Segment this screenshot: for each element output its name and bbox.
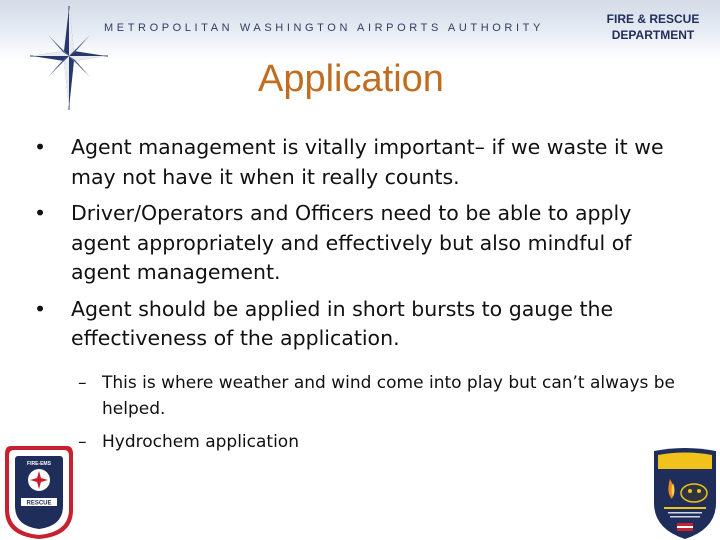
bullet-item [34, 133, 684, 192]
department-line-2: DEPARTMENT [611, 28, 695, 42]
slide-title: Application [258, 58, 444, 100]
bullet-dot: • [34, 296, 47, 321]
bullet-text: Agent should be applied in short bursts to gauge the effectiveness of the application. [71, 296, 614, 350]
bullet-text: Agent management is vitally important– if we waste it we may not have it when it really counts. [71, 135, 664, 189]
organization-name: METROPOLITAN WASHINGTON AIRPORTS AUTHORITY [104, 22, 544, 34]
sub-bullet-dash: – [78, 372, 87, 393]
sub-bullet-text: This is where weather and wind come into play but can’t always be helped. [102, 372, 676, 419]
department-name [590, 11, 716, 43]
safety-training-center-shield-icon [650, 445, 720, 540]
badge-rescue-text: RESCUE [26, 500, 52, 507]
badge-fire-ems-text: FIRE-EMS [27, 461, 51, 467]
sub-bullet-dash: – [78, 431, 87, 452]
bullet-dot: • [34, 135, 47, 159]
bullet-item [34, 295, 684, 354]
sub-bullet-text: Hydrochem application [102, 431, 299, 452]
slide-body [34, 133, 684, 455]
bullet-text: Driver/Operators and Officers need to be able to apply agent appropriately and effectively but also mindful of agent management. [71, 201, 632, 284]
bullet-dot: • [34, 201, 47, 225]
mwaa-fire-ems-rescue-badge-icon [3, 440, 75, 540]
sub-bullet-item [34, 370, 684, 422]
sub-bullet-item [34, 429, 684, 455]
department-line-1: FIRE & RESCUE [606, 12, 700, 26]
bullet-item [34, 199, 684, 288]
compass-star-icon [30, 6, 108, 110]
